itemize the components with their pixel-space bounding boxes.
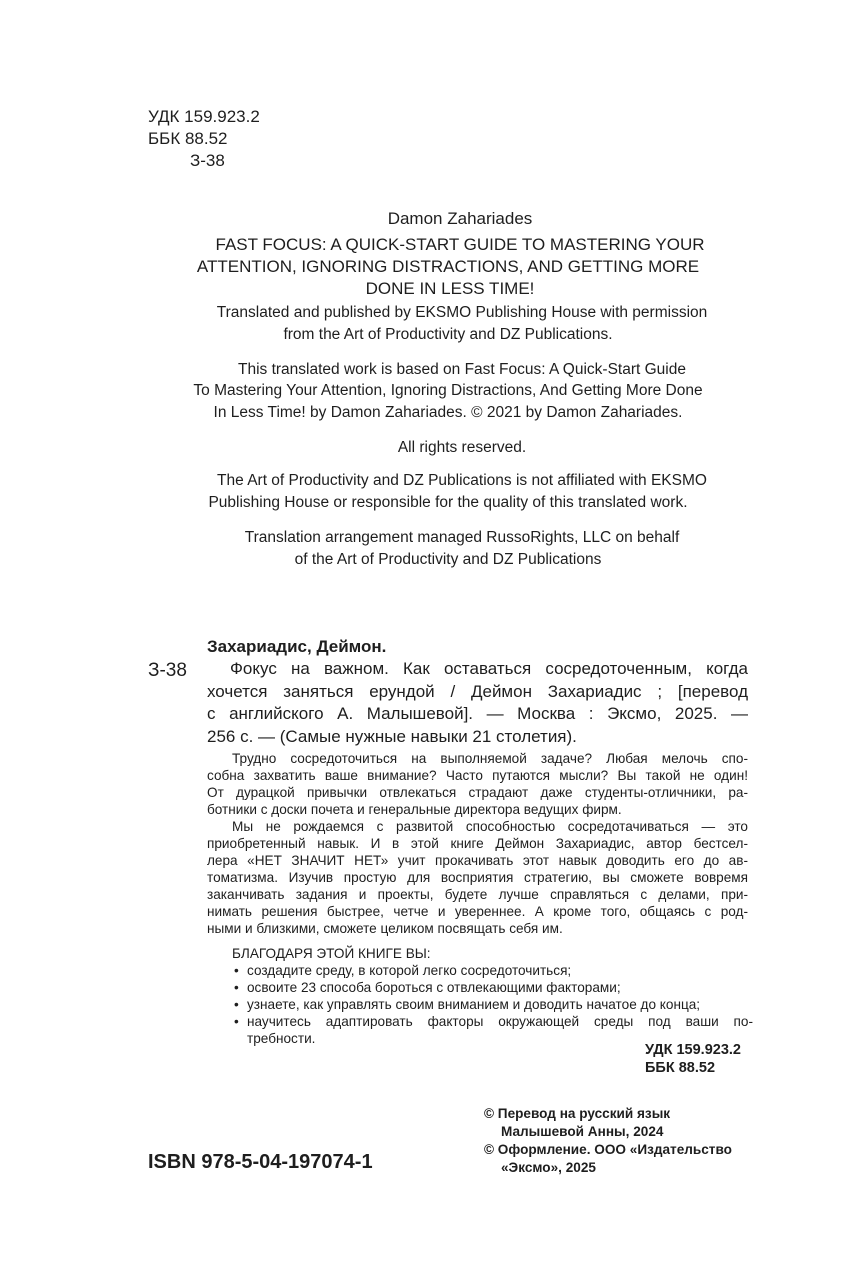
copyright-line: © Оформление. ООО «Издательство bbox=[484, 1142, 732, 1157]
bbk-code: ББК 88.52 bbox=[148, 129, 228, 148]
card-description-line: 256 с. — (Самые нужные навыки 21 столетия). bbox=[207, 727, 577, 746]
copyright-line: «Эксмо», 2025 bbox=[501, 1160, 596, 1175]
benefit-item: требности. bbox=[247, 1031, 316, 1046]
benefit-item: узнаете, как управлять своим вниманием и доводить начатое до конца; bbox=[247, 997, 701, 1012]
annotation-line: нимать решения быстрее, четче и увереннее. А кроме того, общаясь с род- bbox=[207, 904, 748, 919]
card-description-line: с английского А. Малышевой]. — Москва : Эксмо, 2025. — bbox=[207, 704, 748, 723]
card-description-line: хочется заняться ерундой / Деймон Захариадис ; [перевод bbox=[207, 682, 748, 701]
annotation-line: томатизма. Изучив простую для восприятия стратегию, вы сможете вовремя bbox=[207, 870, 748, 885]
annotation-line: приобретенный навык. И в этой книге Деймон Захариадис, автор бестсел- bbox=[207, 836, 748, 851]
based-on: To Mastering Your Attention, Ignoring Distractions, And Getting More Done bbox=[193, 382, 703, 399]
isbn: ISBN 978-5-04-197074-1 bbox=[148, 1151, 373, 1173]
benefit-item: создадите среду, в которой легко сосредоточиться; bbox=[247, 963, 572, 978]
card-author-mark: З-38 bbox=[148, 660, 187, 681]
benefit-item: научитесь адаптировать факторы окружающей среды под ваши по- bbox=[247, 1014, 753, 1029]
translated-by: from the Art of Productivity and DZ Publications. bbox=[283, 326, 613, 343]
copyright-line: © Перевод на русский язык bbox=[484, 1106, 671, 1121]
not-affiliated: Publishing House or responsible for the quality of this translated work. bbox=[208, 494, 688, 511]
rights-reserved: All rights reserved. bbox=[397, 439, 527, 456]
card-author-heading: Захариадис, Деймон. bbox=[207, 637, 387, 656]
benefits-header: БЛАГОДАРЯ ЭТОЙ КНИГЕ ВЫ: bbox=[232, 946, 431, 961]
based-on: In Less Time! by Damon Zahariades. © 2021 by Damon Zahariades. bbox=[213, 404, 683, 421]
card-description-line: Фокус на важном. Как оставаться сосредоточенным, когда bbox=[230, 659, 748, 678]
annotation-line: Мы не рождаемся с развитой способностью сосредотачиваться — это bbox=[232, 819, 748, 834]
original-title-line: ATTENTION, IGNORING DISTRACTIONS, AND GETTING MORE bbox=[196, 257, 700, 276]
bullet-icon: • bbox=[234, 997, 239, 1012]
annotation-line: лера «НЕТ ЗНАЧИТ НЕТ» учит прокачивать этот навык доводить его до ав- bbox=[207, 853, 748, 868]
udk-code: УДК 159.923.2 bbox=[148, 107, 260, 126]
translated-by: Translated and published by EKSMO Publishing House with permission bbox=[216, 304, 708, 321]
original-author: Damon Zahariades bbox=[387, 209, 533, 228]
udk-code-bottom: УДК 159.923.2 bbox=[645, 1042, 741, 1058]
arrangement: of the Art of Productivity and DZ Publications bbox=[294, 551, 602, 568]
based-on: This translated work is based on Fast Focus: A Quick-Start Guide bbox=[238, 361, 686, 378]
bullet-icon: • bbox=[234, 963, 239, 978]
annotation-line: Трудно сосредоточиться на выполняемой задаче? Любая мелочь спо- bbox=[232, 751, 748, 766]
annotation-line: заканчивать задания и проекты, будете лучше справляться с делами, при- bbox=[207, 887, 748, 902]
not-affiliated: The Art of Productivity and DZ Publications is not affiliated with EKSMO bbox=[217, 472, 707, 489]
copyright-line: Малышевой Анны, 2024 bbox=[501, 1124, 664, 1139]
bullet-icon: • bbox=[234, 1014, 239, 1029]
annotation-line: ботники с доски почета и генеральные директора ведущих фирм. bbox=[207, 802, 622, 817]
original-title-line: FAST FOCUS: A QUICK-START GUIDE TO MASTERING YOUR bbox=[215, 235, 705, 254]
author-mark: З-38 bbox=[190, 151, 225, 170]
annotation-line: ными и близкими, сможете целиком посвящать себя им. bbox=[207, 921, 563, 936]
annotation-line: От дурацкой привычки отвлекаться страдают даже студенты-отличники, ра- bbox=[207, 785, 748, 800]
bullet-icon: • bbox=[234, 980, 239, 995]
arrangement: Translation arrangement managed RussoRights, LLC on behalf bbox=[244, 529, 680, 546]
bbk-code-bottom: ББК 88.52 bbox=[645, 1060, 716, 1076]
annotation-line: собна захватить ваше внимание? Часто путаются мысли? Вы такой не один! bbox=[207, 768, 748, 783]
original-title-line: DONE IN LESS TIME! bbox=[365, 279, 535, 298]
benefit-item: освоите 23 способа бороться с отвлекающими факторами; bbox=[247, 980, 621, 995]
